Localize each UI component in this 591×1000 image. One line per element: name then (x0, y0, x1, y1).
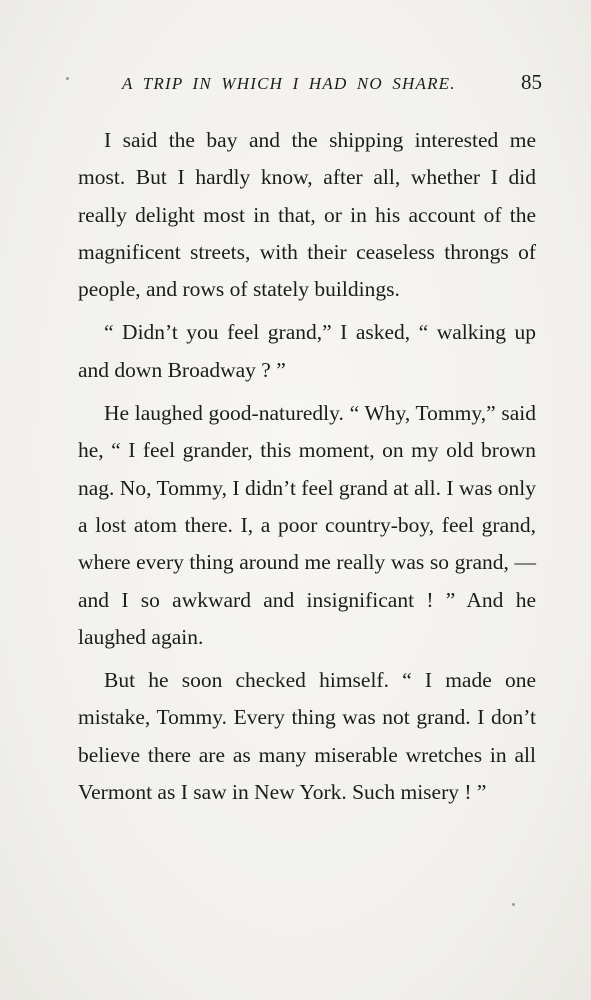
running-head (122, 70, 542, 100)
page-speck (66, 77, 69, 80)
paragraph: “ Didn’t you feel grand,” I asked, “ walking up and down Broadway ? ” (78, 320, 536, 382)
page-number: 85 (521, 70, 542, 94)
paragraph: He laughed good-naturedly. “ Why, Tommy,” said he, “ I feel grander, this moment, on my old brown nag. No, Tommy, I didn’t feel grand at all. I was only a lost atom there. I, a poor country-boy, feel grand, where every thing around me really was so grand, — and I so awkward and insignificant ! ” And he laughed again. (78, 401, 536, 649)
paragraph: But he soon checked himself. “ I made one mistake, Tommy. Every thing was not grand. I don’t believe there are as many miserable wretches in all Vermont as I saw in New York. Such misery ! ” (78, 668, 536, 805)
page-speck (512, 903, 515, 906)
paragraph: I said the bay and the shipping interested me most. But I hardly know, after all, whether I did really delight most in that, or in his account of the magnificent streets, with their ceaseless throngs of people, and rows of stately buildings. (78, 128, 536, 302)
body-text (78, 122, 536, 811)
running-title: A TRIP IN WHICH I HAD NO SHARE. (122, 74, 456, 93)
